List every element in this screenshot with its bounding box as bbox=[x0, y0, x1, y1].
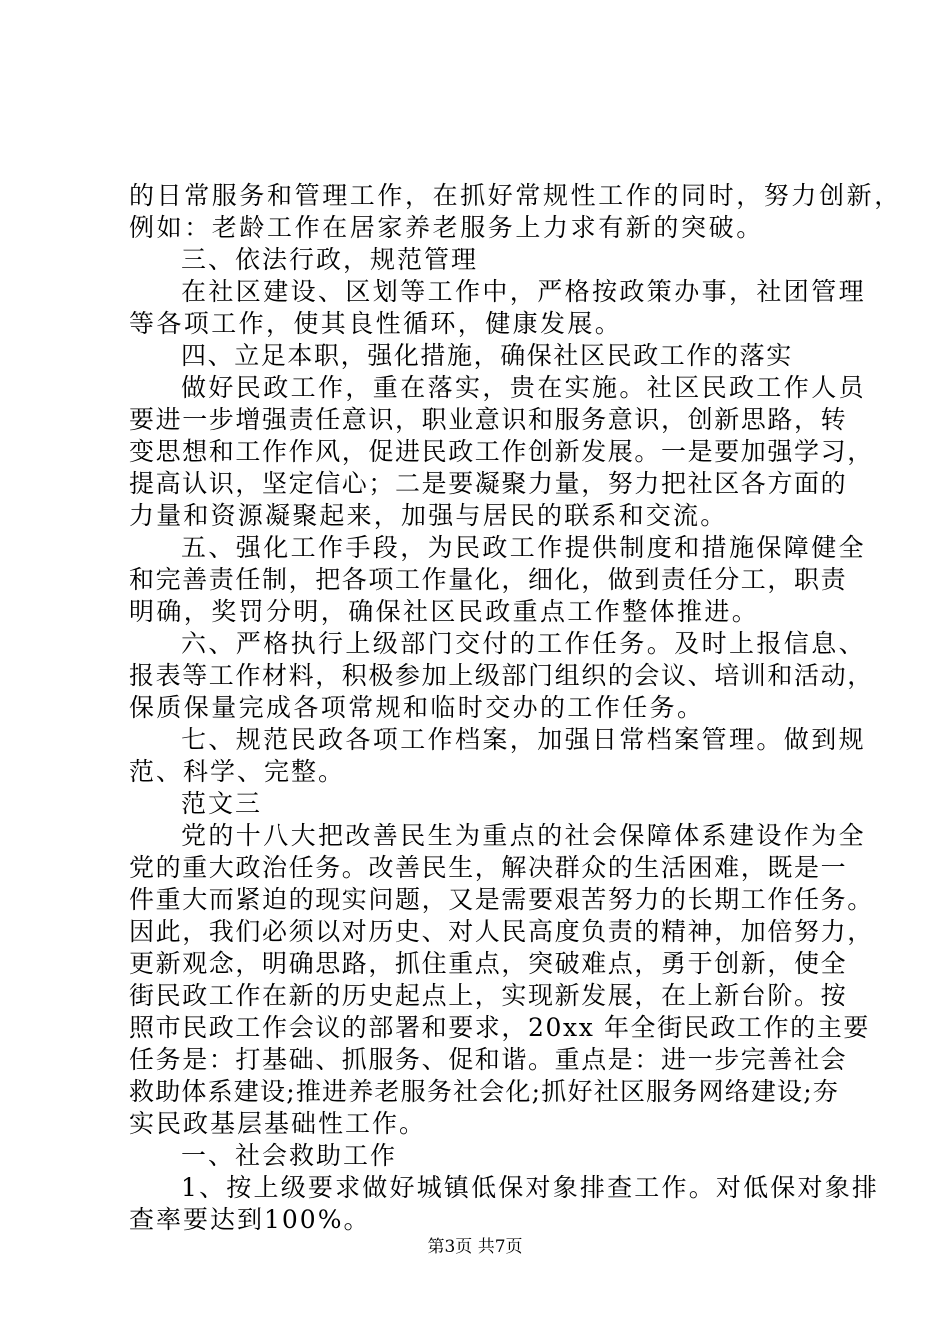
text-line: 和完善责任制，把各项工作量化，细化，做到责任分工，职责 bbox=[129, 565, 848, 594]
text-line: 1、按上级要求做好城镇低保对象排查工作。对低保对象排 bbox=[181, 1173, 880, 1202]
text-line: 街民政工作在新的历史起点上，实现新发展，在上新台阶。按 bbox=[129, 981, 848, 1010]
text-line: 件重大而紧迫的现实问题，又是需要艰苦努力的长期工作任务。 bbox=[129, 885, 874, 914]
text-line: 党的重大政治任务。改善民生，解决群众的生活困难，既是一 bbox=[129, 853, 848, 882]
text-line: 的日常服务和管理工作，在抓好常规性工作的同时，努力创新， bbox=[129, 181, 902, 210]
text-line: 任务是：打基础、抓服务、促和谐。重点是：进一步完善社会 bbox=[129, 1045, 848, 1074]
text-line: 在社区建设、区划等工作中，严格按政策办事，社团管理 bbox=[181, 277, 867, 306]
text-line: 救助体系建设;推进养老服务社会化;抓好社区服务网络建设;夯 bbox=[129, 1077, 840, 1106]
text-line: 做好民政工作，重在落实，贵在实施。社区民政工作人员 bbox=[181, 373, 867, 402]
text-line: 查率要达到100%。 bbox=[129, 1205, 371, 1234]
text-line: 力量和资源凝聚起来，加强与居民的联系和交流。 bbox=[129, 501, 728, 530]
text-line: 党的十八大把改善民生为重点的社会保障体系建设作为全 bbox=[181, 821, 867, 850]
text-line: 明确，奖罚分明，确保社区民政重点工作整体推进。 bbox=[129, 597, 760, 626]
text-line: 实民政基层基础性工作。 bbox=[129, 1109, 427, 1138]
text-line: 范、科学、完整。 bbox=[129, 757, 346, 786]
text-line: 要进一步增强责任意识，职业意识和服务意识，创新思路，转 bbox=[129, 405, 848, 434]
text-line: 变思想和工作作风，促进民政工作创新发展。一是要加强学习， bbox=[129, 437, 874, 466]
section-heading: 七、规范民政各项工作档案，加强日常档案管理。做到规 bbox=[181, 725, 867, 754]
section-heading: 五、强化工作手段，为民政工作提供制度和措施保障健全 bbox=[181, 533, 867, 562]
section-heading: 三、依法行政，规范管理 bbox=[181, 245, 479, 274]
text-line: 更新观念，明确思路，抓住重点，突破难点，勇于创新，使全 bbox=[129, 949, 848, 978]
page-footer: 第3页 共7页 bbox=[427, 1237, 523, 1257]
section-heading: 一、社会救助工作 bbox=[181, 1141, 398, 1170]
text-line: 提高认识，坚定信心；二是要凝聚力量，努力把社区各方面的 bbox=[129, 469, 848, 498]
section-heading: 四、立足本职，强化措施，确保社区民政工作的落实 bbox=[181, 341, 793, 370]
text-line: 例如：老龄工作在居家养老服务上力求有新的突破。 bbox=[129, 213, 764, 242]
text-line: 因此，我们必须以对历史、对人民高度负责的精神，加倍努力， bbox=[129, 917, 874, 946]
text-line: 报表等工作材料，积极参加上级部门组织的会议、培训和活动， bbox=[129, 661, 874, 690]
text-line: 保质保量完成各项常规和临时交办的工作任务。 bbox=[129, 693, 705, 722]
text-line: 照市民政工作会议的部署和要求，20xx 年全街民政工作的主要 bbox=[129, 1013, 870, 1042]
section-title: 范文三 bbox=[181, 789, 263, 818]
text-line: 等各项工作，使其良性循环，健康发展。 bbox=[129, 309, 623, 338]
section-heading: 六、严格执行上级部门交付的工作任务。及时上报信息、 bbox=[181, 629, 867, 658]
